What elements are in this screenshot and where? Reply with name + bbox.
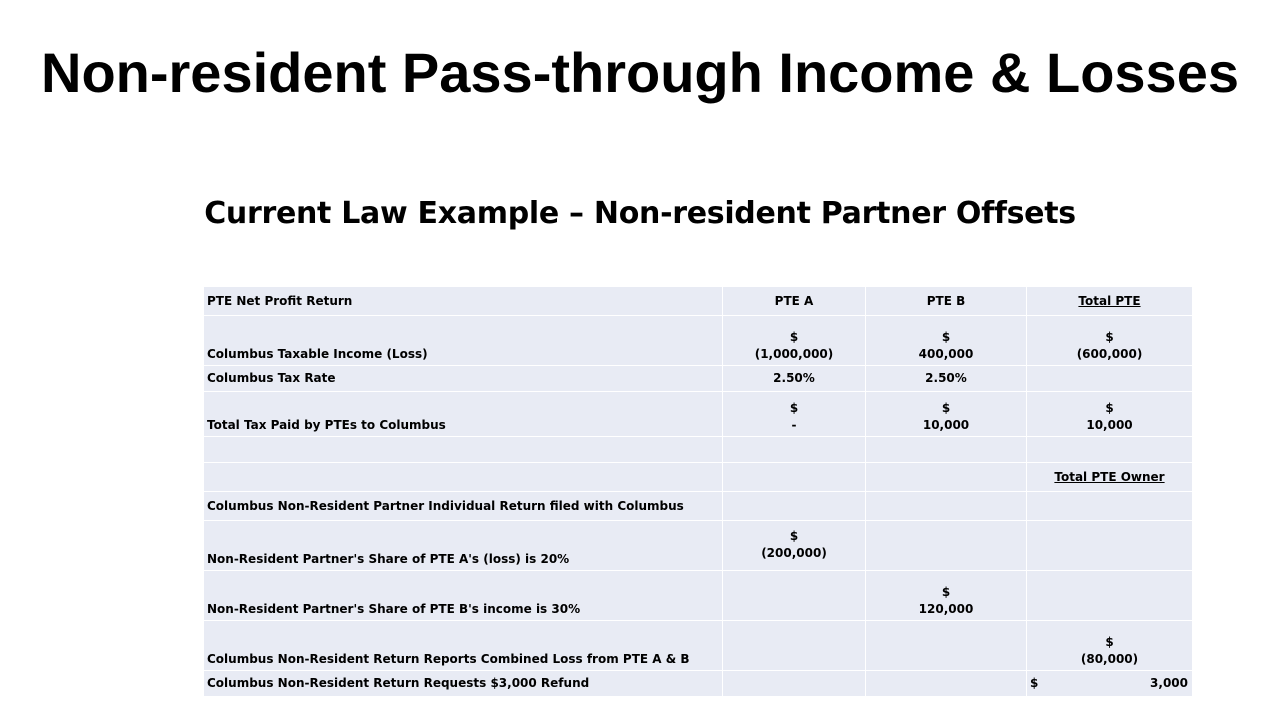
row-label: PTE Net Profit Return bbox=[204, 287, 723, 316]
table-row-header bbox=[204, 287, 1193, 316]
slide-subtitle: Current Law Example – Non-resident Partner Offsets bbox=[204, 196, 1076, 231]
column-header-pte-b: PTE B bbox=[866, 287, 1027, 316]
currency-symbol: $ bbox=[1105, 635, 1114, 649]
row-label: Columbus Non-Resident Return Reports Combined Loss from PTE A & B bbox=[204, 621, 723, 671]
cell-pte-a bbox=[723, 316, 866, 366]
currency-symbol: $ bbox=[789, 330, 799, 344]
cell-pte-b: 2.50% bbox=[866, 366, 1027, 392]
column-header-total-pte-owner: Total PTE Owner bbox=[1027, 463, 1193, 492]
currency-symbol: $ bbox=[789, 401, 799, 415]
cell-total bbox=[1027, 621, 1193, 671]
cell-pte-a: 2.50% bbox=[723, 366, 866, 392]
column-header-total-pte: Total PTE bbox=[1027, 287, 1193, 316]
cell-total bbox=[1027, 671, 1193, 697]
cell-value: 120,000 bbox=[918, 602, 974, 616]
cell-value: - bbox=[791, 418, 797, 432]
table-row-share-b bbox=[204, 571, 1193, 621]
row-label: Non-Resident Partner's Share of PTE B's income is 30% bbox=[204, 571, 723, 621]
cell-value: (200,000) bbox=[761, 545, 827, 560]
currency-symbol: $ bbox=[1105, 330, 1114, 344]
cell-value: 3,000 bbox=[1150, 676, 1188, 690]
row-label: Columbus Tax Rate bbox=[204, 366, 723, 392]
cell-pte-b bbox=[866, 571, 1027, 621]
table-row-share-a bbox=[204, 521, 1193, 571]
cell-value: 400,000 bbox=[918, 347, 974, 361]
table-row-owner-header bbox=[204, 463, 1193, 492]
table-row-taxable-income bbox=[204, 316, 1193, 366]
cell-total bbox=[1027, 316, 1193, 366]
row-label: Columbus Non-Resident Return Requests $3,000 Refund bbox=[204, 671, 723, 697]
currency-symbol: $ bbox=[941, 585, 951, 599]
cell-total bbox=[1027, 392, 1193, 437]
cell-value: (80,000) bbox=[1080, 652, 1139, 666]
currency-symbol: $ bbox=[941, 401, 951, 415]
column-header-pte-a: PTE A bbox=[723, 287, 866, 316]
row-label: Columbus Taxable Income (Loss) bbox=[204, 316, 723, 366]
table-row-refund bbox=[204, 671, 1193, 697]
cell-pte-a bbox=[723, 392, 866, 437]
cell-pte-a bbox=[723, 521, 866, 571]
row-label: Columbus Non-Resident Partner Individual Return filed with Columbus bbox=[204, 492, 723, 521]
cell-total bbox=[1027, 366, 1193, 392]
table-row-tax-rate bbox=[204, 366, 1193, 392]
currency-symbol: $ bbox=[941, 330, 951, 344]
table-row-tax-paid bbox=[204, 392, 1193, 437]
pte-table bbox=[203, 286, 1193, 697]
cell-pte-b bbox=[866, 392, 1027, 437]
cell-value: (1,000,000) bbox=[754, 347, 834, 361]
cell-pte-b bbox=[866, 316, 1027, 366]
table-row-nr-return bbox=[204, 492, 1193, 521]
currency-symbol: $ bbox=[1105, 401, 1114, 415]
slide-title: Non-resident Pass-through Income & Losses bbox=[41, 41, 1239, 104]
table-row-empty bbox=[204, 437, 1193, 463]
cell-value: 10,000 bbox=[1086, 418, 1133, 432]
currency-symbol: $ bbox=[789, 528, 799, 543]
cell-value: (600,000) bbox=[1076, 347, 1143, 361]
cell-value: 10,000 bbox=[922, 418, 970, 432]
row-label: Non-Resident Partner's Share of PTE A's (loss) is 20% bbox=[204, 521, 723, 571]
currency-symbol: $ bbox=[1030, 676, 1039, 690]
table-row-combined bbox=[204, 621, 1193, 671]
row-label: Total Tax Paid by PTEs to Columbus bbox=[204, 392, 723, 437]
